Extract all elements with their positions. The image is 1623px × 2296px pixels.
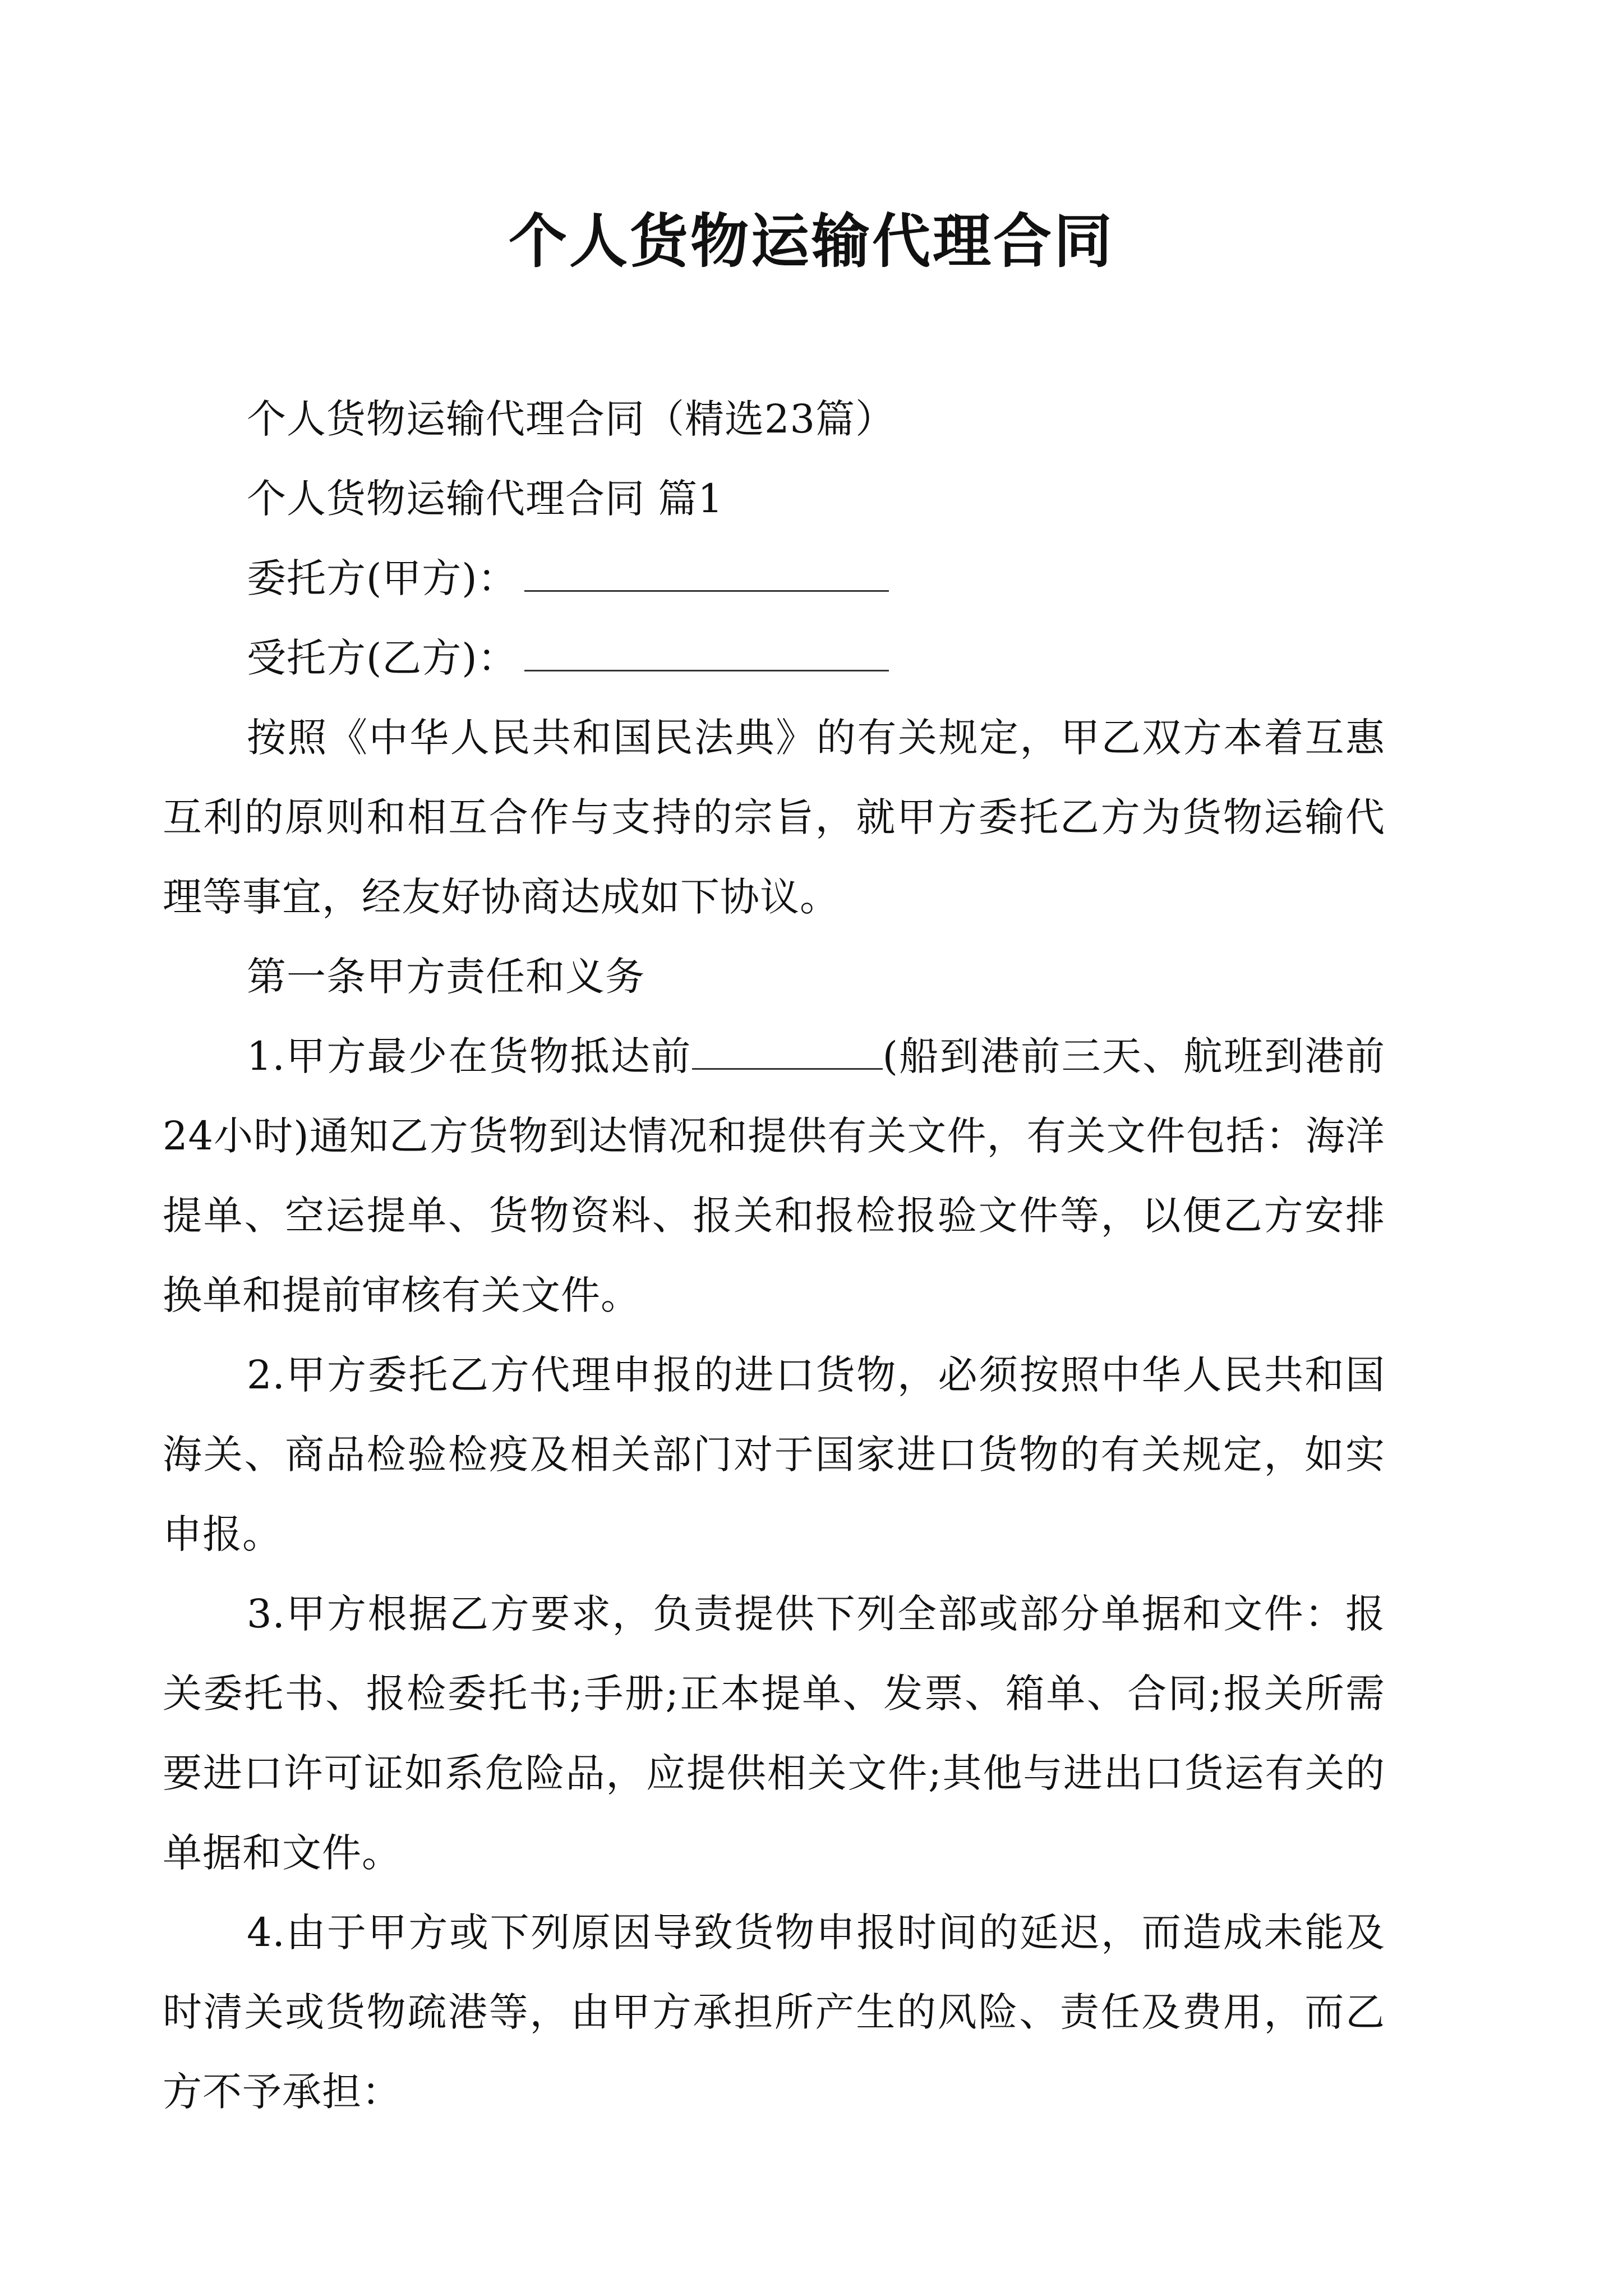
clause-4: 4.由于甲方或下列原因导致货物申报时间的延迟，而造成未能及时清关或货物疏港等，由甲方承担所产生的风险、责任及费用，而乙方不予承担：	[163, 1910, 1385, 2115]
clause-1	[163, 1016, 1385, 1335]
clause-1-pre: 1.甲方最少在货物抵达前	[247, 1033, 692, 1079]
clause-1-post: (船到港前三天、航班到港前24小时)通知乙方货物到达情况和提供有关文件，有关文件包括：海洋提单、空运提单、货物资料、报关和报检报验文件等，以便乙方安排换单和提前审核有关文件。	[163, 1033, 1385, 1318]
subtitle-text: 个人货物运输代理合同（精选23篇）	[247, 396, 896, 442]
document-body	[247, 379, 1385, 698]
document-body-paragraphs	[163, 698, 1385, 2132]
party-a-label: 委托方(甲方)：	[247, 555, 518, 601]
clause-1-blank	[692, 1034, 883, 1070]
section-heading-text: 个人货物运输代理合同 篇1	[247, 476, 723, 522]
subtitle-line	[247, 379, 1385, 459]
intro-paragraph: 按照《中华人民共和国民法典》的有关规定，甲乙双方本着互惠互利的原则和相互合作与支持的宗旨，就甲方委托乙方为货物运输代理等事宜，经友好协商达成如下协议。	[163, 715, 1385, 920]
section-heading	[247, 459, 1385, 539]
party-a-blank	[524, 551, 889, 592]
party-b-label: 受托方(乙方)：	[247, 635, 518, 681]
document-title: 个人货物运输代理合同	[508, 206, 1114, 275]
party-b-blank	[524, 631, 889, 671]
party-b-line	[247, 618, 1385, 698]
party-a-line	[247, 539, 1385, 618]
clause-3: 3.甲方根据乙方要求，负责提供下列全部或部分单据和文件：报关委托书、报检委托书;手册;正本提单、发票、箱单、合同;报关所需要进口许可证如系危险品，应提供相关文件;其他与进出口货运有关的单据和文件。	[163, 1591, 1385, 1876]
article1-heading: 第一条甲方责任和义务	[247, 954, 645, 1000]
clause-2: 2.甲方委托乙方代理申报的进口货物，必须按照中华人民共和国海关、商品检验检疫及相关部门对于国家进口货物的有关规定，如实申报。	[163, 1352, 1385, 1557]
